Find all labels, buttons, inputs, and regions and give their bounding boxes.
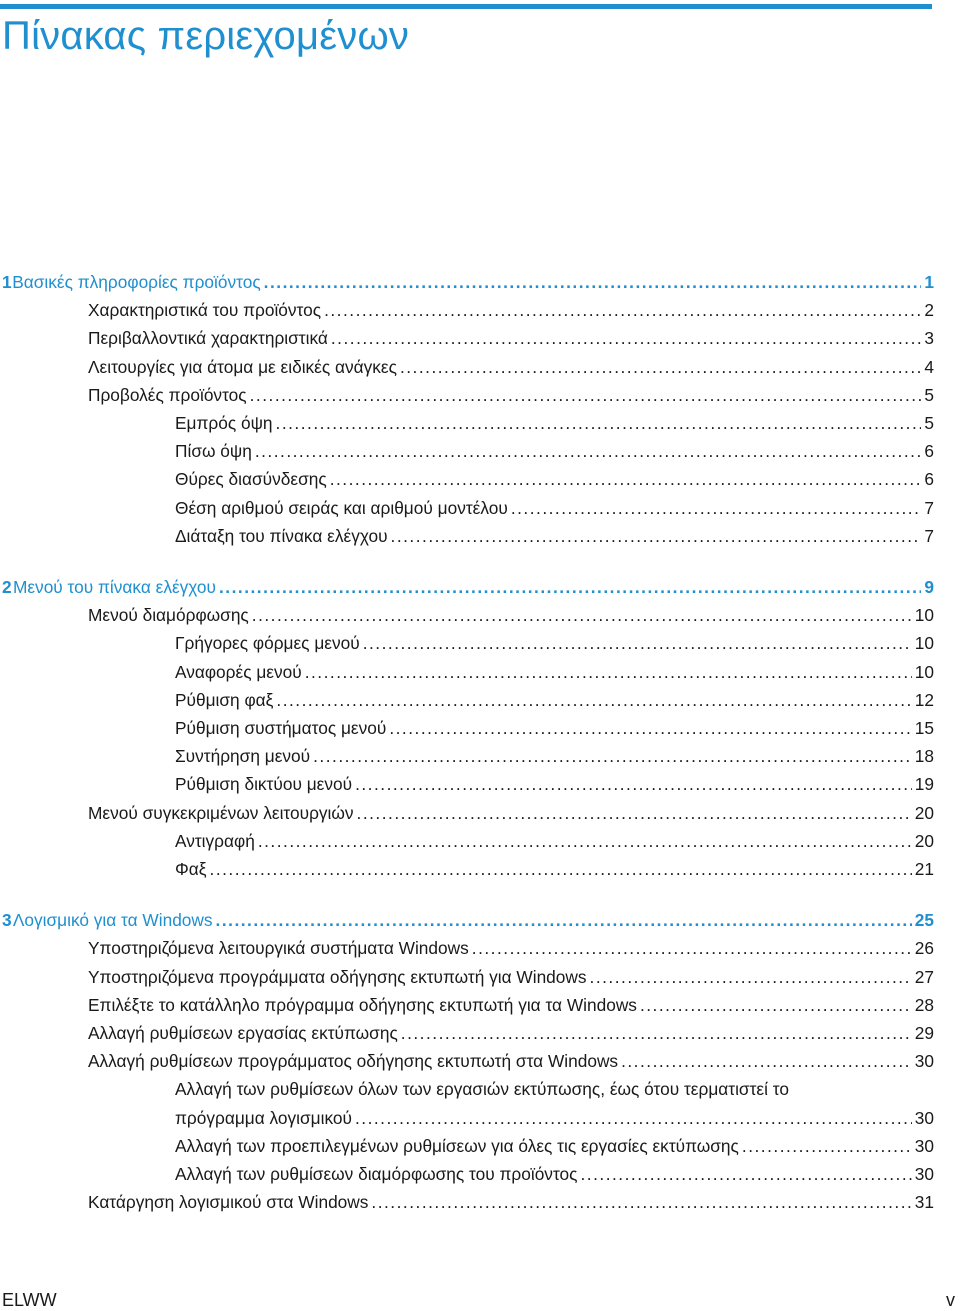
page-number: 30 bbox=[914, 1135, 934, 1156]
dot-leader bbox=[401, 1019, 912, 1047]
dot-leader bbox=[400, 353, 921, 381]
dot-leader bbox=[219, 573, 921, 601]
toc-entry-title: Χαρακτηριστικά του προϊόντος bbox=[88, 300, 322, 321]
toc-entry-title: Περιβαλλοντικά χαρακτηριστικά bbox=[88, 328, 328, 349]
toc-entry[interactable] bbox=[0, 799, 934, 827]
page-number: 6 bbox=[924, 469, 934, 490]
toc-entry-title: Αναφορές μενού bbox=[175, 661, 302, 682]
page-title: Πίνακας περιεχομένων bbox=[2, 14, 410, 58]
toc-entry-title: Ρύθμιση φαξ bbox=[175, 689, 274, 710]
toc-entry-title: Φαξ bbox=[175, 859, 207, 880]
chapter-3 bbox=[0, 906, 934, 1216]
dot-leader bbox=[331, 324, 922, 352]
dot-leader bbox=[305, 658, 912, 686]
page-number: 1 bbox=[924, 272, 934, 292]
dot-leader bbox=[264, 268, 922, 296]
toc-entry[interactable] bbox=[0, 1019, 934, 1047]
page-number: 4 bbox=[924, 356, 934, 377]
dot-leader bbox=[621, 1047, 912, 1075]
toc-entry[interactable] bbox=[0, 1188, 934, 1216]
toc-entry-title: Θύρες διασύνδεσης bbox=[175, 469, 327, 490]
toc-subentry[interactable] bbox=[0, 437, 934, 465]
toc-subentry[interactable] bbox=[0, 1075, 934, 1131]
toc-subentry[interactable] bbox=[0, 1132, 934, 1160]
toc-entry[interactable] bbox=[0, 381, 934, 409]
toc-subentry[interactable] bbox=[0, 855, 934, 883]
toc-entry-title: Κατάργηση λογισμικού στα Windows bbox=[88, 1192, 369, 1213]
toc-entry-title: Πίσω όψη bbox=[175, 441, 252, 462]
toc-entry[interactable] bbox=[0, 601, 934, 629]
toc-entry-title: Προβολές προϊόντος bbox=[88, 384, 247, 405]
toc-subentry[interactable] bbox=[0, 409, 934, 437]
toc-entry-title: Μενού συγκεκριμένων λειτουργιών bbox=[88, 802, 354, 823]
toc-entry-title: Υποστηριζόμενα λειτουργικά συστήματα Windows bbox=[88, 938, 469, 959]
toc-entry[interactable] bbox=[0, 1047, 934, 1075]
dot-leader bbox=[258, 827, 912, 855]
toc-entry[interactable] bbox=[0, 991, 934, 1019]
toc-entry-title: Υποστηριζόμενα προγράμματα οδήγησης εκτυπωτή για Windows bbox=[88, 966, 587, 987]
page-number: 10 bbox=[914, 661, 934, 682]
dot-leader bbox=[276, 409, 922, 437]
toc-entry-title: Γρήγορες φόρμες μενού bbox=[175, 633, 360, 654]
toc-entry-title: Λογισμικό για τα Windows bbox=[12, 910, 213, 931]
toc-subentry[interactable] bbox=[0, 742, 934, 770]
page-number: 25 bbox=[914, 910, 934, 931]
page-number: 6 bbox=[924, 441, 934, 462]
page-number: 2 bbox=[924, 300, 934, 321]
page-number: 21 bbox=[914, 859, 934, 880]
dot-leader bbox=[511, 494, 922, 522]
dot-leader bbox=[210, 855, 912, 883]
page-number: 10 bbox=[914, 633, 934, 654]
page-number: 29 bbox=[914, 1023, 934, 1044]
toc-entry-title: Ρύθμιση δικτύου μενού bbox=[175, 774, 353, 795]
chapter-number: 2 bbox=[2, 577, 12, 598]
dot-leader bbox=[250, 381, 922, 409]
dot-leader bbox=[472, 934, 912, 962]
toc-entry-title: Βασικές πληροφορίες προϊόντος bbox=[12, 272, 261, 292]
dot-leader bbox=[355, 1104, 912, 1132]
toc-entry-title: Θέση αριθμού σειράς και αριθμού μοντέλου bbox=[175, 497, 508, 518]
page-number: 30 bbox=[914, 1164, 934, 1185]
toc-entry[interactable] bbox=[0, 353, 934, 381]
dot-leader bbox=[313, 742, 912, 770]
toc-entry-title: Αντιγραφή bbox=[175, 830, 255, 851]
page-number: 3 bbox=[924, 328, 934, 349]
toc-chapter-entry[interactable] bbox=[0, 573, 934, 601]
toc-subentry[interactable] bbox=[0, 686, 934, 714]
chapter-number: 1 bbox=[2, 272, 12, 292]
page-number: 27 bbox=[914, 966, 934, 987]
dot-leader bbox=[371, 1188, 911, 1216]
footer-page-number: v bbox=[946, 1290, 955, 1310]
toc-entry-title: Λειτουργίες για άτομα με ειδικές ανάγκες bbox=[88, 356, 397, 377]
toc-entry[interactable] bbox=[0, 324, 934, 352]
dot-leader bbox=[357, 799, 912, 827]
dot-leader bbox=[742, 1132, 912, 1160]
page-number: 9 bbox=[924, 577, 934, 598]
toc-chapter-entry[interactable] bbox=[0, 268, 934, 296]
toc-subentry[interactable] bbox=[0, 770, 934, 798]
toc-entry-second-line bbox=[175, 1104, 934, 1132]
page-number: 20 bbox=[914, 830, 934, 851]
page-number: 26 bbox=[914, 938, 934, 959]
toc-entry-title: Συντήρηση μενού bbox=[175, 746, 311, 767]
dot-leader bbox=[276, 686, 911, 714]
toc-entry-title: Αλλαγή ρυθμίσεων εργασίας εκτύπωσης bbox=[88, 1023, 398, 1044]
toc-chapter-entry[interactable] bbox=[0, 906, 934, 934]
dot-leader bbox=[324, 296, 921, 324]
chapter-2 bbox=[0, 573, 934, 883]
dot-leader bbox=[330, 465, 922, 493]
dot-leader bbox=[363, 629, 912, 657]
dot-leader bbox=[389, 714, 911, 742]
dot-leader bbox=[580, 1160, 911, 1188]
toc-entry-title: Μενού διαμόρφωσης bbox=[88, 605, 249, 626]
toc-entry-title: Αλλαγή ρυθμίσεων προγράμματος οδήγησης εκτυπωτή στα Windows bbox=[88, 1051, 619, 1072]
page-number: 18 bbox=[914, 746, 934, 767]
dot-leader bbox=[590, 963, 912, 991]
page-number: 31 bbox=[914, 1192, 934, 1213]
toc-entry-title: Αλλαγή των ρυθμίσεων διαμόρφωσης του προϊόντος bbox=[175, 1164, 578, 1185]
chapter-number: 3 bbox=[2, 910, 12, 931]
dot-leader bbox=[216, 906, 912, 934]
toc-subentry[interactable] bbox=[0, 522, 934, 550]
page-number: 28 bbox=[914, 994, 934, 1015]
table-of-contents bbox=[0, 268, 934, 1240]
toc-subentry[interactable] bbox=[0, 714, 934, 742]
dot-leader bbox=[355, 770, 912, 798]
toc-subentry[interactable] bbox=[0, 494, 934, 522]
top-rule bbox=[0, 4, 932, 9]
dot-leader bbox=[391, 522, 922, 550]
toc-subentry[interactable] bbox=[0, 1160, 934, 1188]
footer-doc-code: ELWW bbox=[2, 1290, 57, 1310]
toc-subentry[interactable] bbox=[0, 465, 934, 493]
page-number: 30 bbox=[914, 1107, 934, 1128]
page-number: 30 bbox=[914, 1051, 934, 1072]
page-number: 7 bbox=[924, 497, 934, 518]
toc-entry-title: Αλλαγή των προεπιλεγμένων ρυθμίσεων για όλες τις εργασίες εκτύπωσης bbox=[175, 1135, 739, 1156]
toc-entry-title-line2: πρόγραμμα λογισμικού bbox=[175, 1107, 352, 1128]
toc-entry-title: Ρύθμιση συστήματος μενού bbox=[175, 718, 387, 739]
toc-entry[interactable] bbox=[0, 296, 934, 324]
page-number: 7 bbox=[924, 525, 934, 546]
page-number: 15 bbox=[914, 718, 934, 739]
toc-entry-title: Επιλέξτε το κατάλληλο πρόγραμμα οδήγησης εκτυπωτή για τα Windows bbox=[88, 994, 637, 1015]
dot-leader bbox=[252, 601, 912, 629]
toc-entry[interactable] bbox=[0, 934, 934, 962]
page-number: 19 bbox=[914, 774, 934, 795]
page-number: 12 bbox=[914, 689, 934, 710]
toc-entry-title-line1: Αλλαγή των ρυθμίσεων όλων των εργασιών εκτύπωσης, έως ότου τερματιστεί το bbox=[175, 1079, 789, 1100]
toc-subentry[interactable] bbox=[0, 827, 934, 855]
chapter-1 bbox=[0, 268, 934, 550]
dot-leader bbox=[255, 437, 922, 465]
dot-leader bbox=[640, 991, 912, 1019]
toc-subentry[interactable] bbox=[0, 658, 934, 686]
toc-entry-title: Διάταξη του πίνακα ελέγχου bbox=[175, 525, 388, 546]
toc-entry-title: Εμπρός όψη bbox=[175, 413, 273, 434]
toc-entry[interactable] bbox=[0, 963, 934, 991]
page-number: 5 bbox=[924, 413, 934, 434]
page-number: 10 bbox=[914, 605, 934, 626]
page-number: 5 bbox=[924, 384, 934, 405]
toc-entry-title: Μενού του πίνακα ελέγχου bbox=[12, 577, 216, 598]
page-number: 20 bbox=[914, 802, 934, 823]
toc-subentry[interactable] bbox=[0, 629, 934, 657]
